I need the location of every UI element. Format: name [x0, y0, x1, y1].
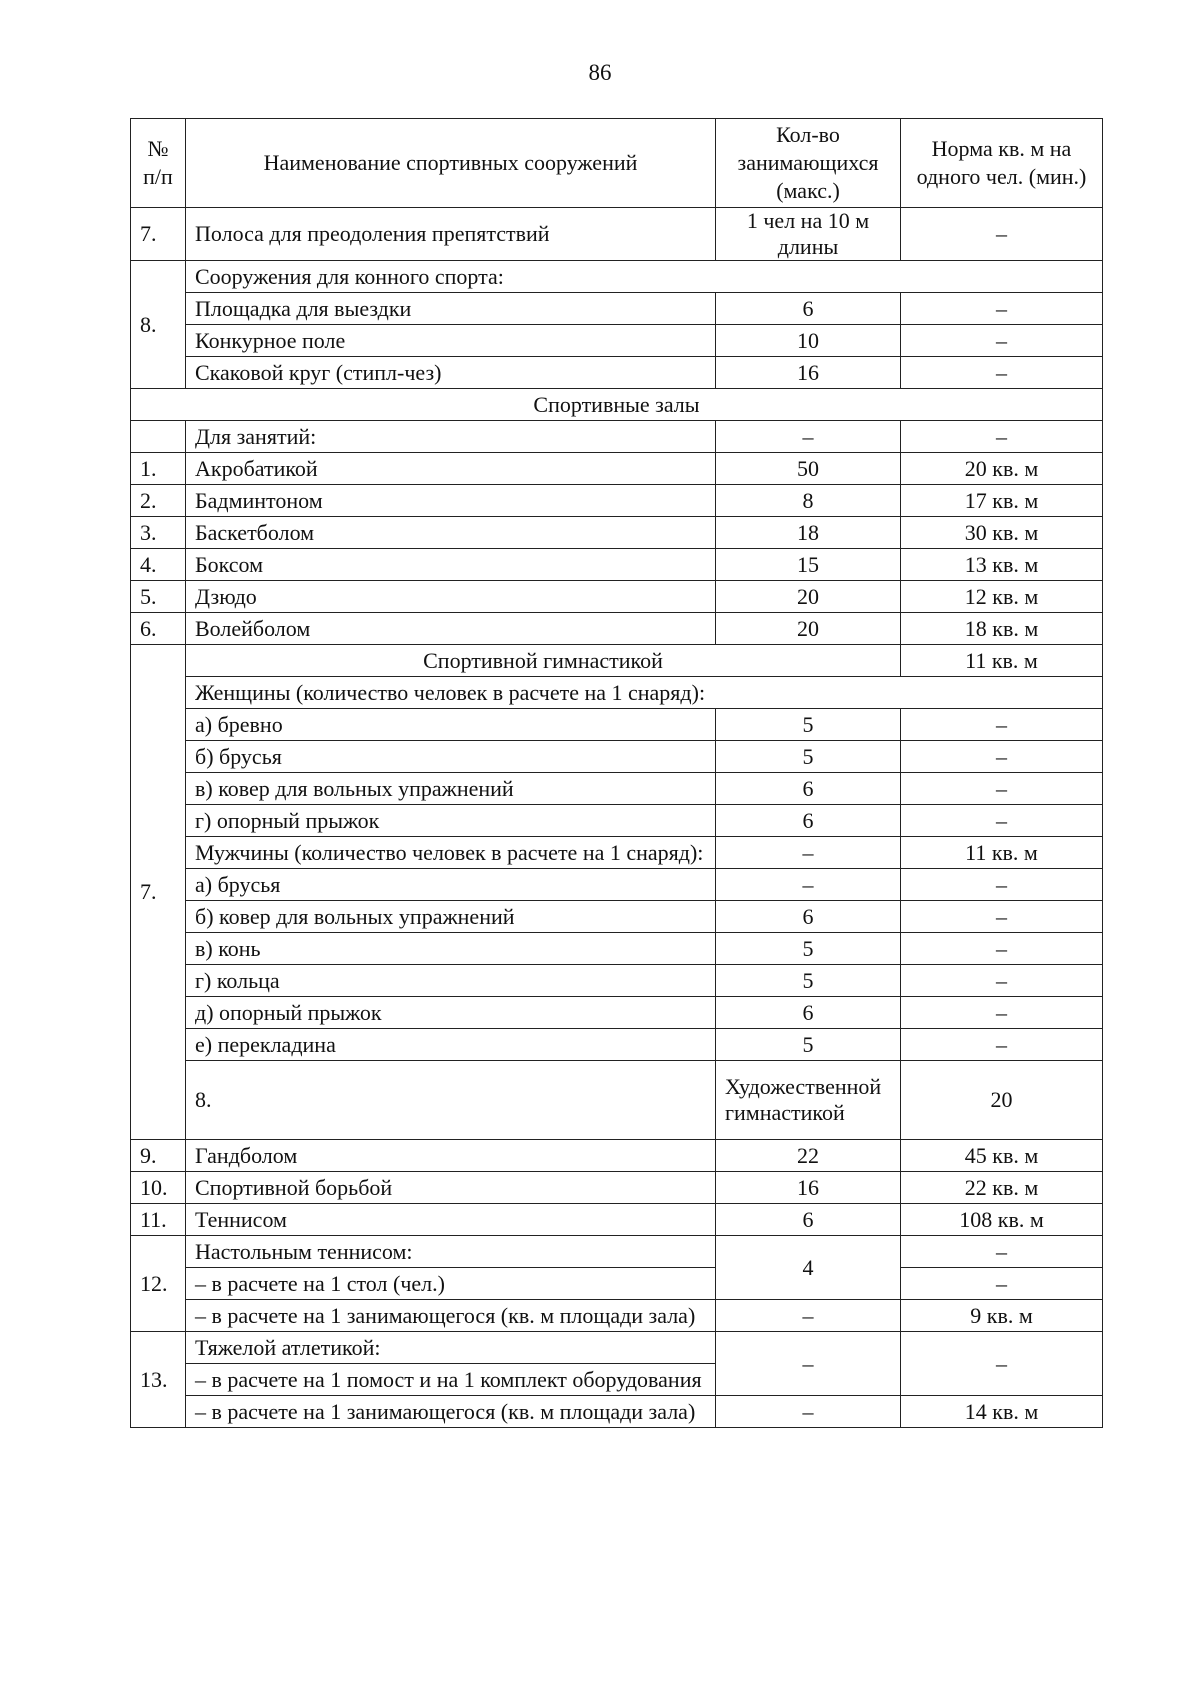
row-group-title: Настольным теннисом: — [186, 1236, 716, 1268]
row-count: 16 — [716, 357, 901, 389]
table-row — [131, 1061, 1103, 1140]
table-row — [131, 325, 1103, 357]
row-name: – в расчете на 1 помост и на 1 комплект оборудования — [186, 1364, 716, 1396]
row-group-title: Спортивной гимнастикой — [186, 645, 901, 677]
table-row — [131, 869, 1103, 901]
row-name: Для занятий: — [186, 421, 716, 453]
row-count: 8 — [716, 485, 901, 517]
row-name: б) брусья — [186, 741, 716, 773]
row-count: 20 — [716, 581, 901, 613]
row-name: г) кольца — [186, 965, 716, 997]
table-row — [131, 453, 1103, 485]
row-norm: – — [901, 325, 1103, 357]
row-name: д) опорный прыжок — [186, 997, 716, 1029]
row-norm: – — [901, 997, 1103, 1029]
table-row — [131, 613, 1103, 645]
row-name: в) ковер для вольных упражнений — [186, 773, 716, 805]
row-count: 6 — [716, 997, 901, 1029]
table-row — [131, 1300, 1103, 1332]
row-norm: 11 кв. м — [901, 645, 1103, 677]
row-num: 13. — [131, 1332, 186, 1428]
header-num: № п/п — [131, 119, 186, 208]
table-row — [131, 261, 1103, 293]
row-count: 20 — [901, 1061, 1103, 1140]
row-norm: 17 кв. м — [901, 485, 1103, 517]
row-name: Бадминтоном — [186, 485, 716, 517]
row-count: – — [716, 1396, 901, 1428]
row-count: 6 — [716, 805, 901, 837]
table-row — [131, 1332, 1103, 1364]
table-row — [131, 1268, 1103, 1300]
table-row — [131, 773, 1103, 805]
row-count: 1 чел на 10 м длины — [716, 208, 901, 261]
row-name: Гандболом — [186, 1140, 716, 1172]
row-group-title: Сооружения для конного спорта: — [186, 261, 1103, 293]
row-count: 20 — [716, 613, 901, 645]
row-name: Акробатикой — [186, 453, 716, 485]
row-name: Площадка для выездки — [186, 293, 716, 325]
table-row — [131, 1029, 1103, 1061]
table-row — [131, 965, 1103, 997]
row-count: – — [716, 837, 901, 869]
row-count: 15 — [716, 549, 901, 581]
row-num: 4. — [131, 549, 186, 581]
row-subgroup-title: Женщины (количество человек в расчете на 1 снаряд): — [186, 677, 1103, 709]
row-count: – — [716, 1332, 901, 1396]
row-count: 6 — [716, 773, 901, 805]
row-name: а) бревно — [186, 709, 716, 741]
row-norm: 14 кв. м — [901, 1396, 1103, 1428]
table-row — [131, 837, 1103, 869]
row-name: е) перекладина — [186, 1029, 716, 1061]
row-norm: – — [901, 933, 1103, 965]
row-norm: – — [901, 773, 1103, 805]
header-name: Наименование спортивных сооружений — [186, 119, 716, 208]
header-count: Кол-во занимающихся (макс.) — [716, 119, 901, 208]
row-norm: – — [901, 869, 1103, 901]
row-name: в) конь — [186, 933, 716, 965]
row-num: 8. — [131, 261, 186, 389]
table-row — [131, 805, 1103, 837]
row-norm: 11 кв. м — [901, 837, 1103, 869]
sports-facilities-table — [130, 118, 1103, 1428]
row-name: Баскетболом — [186, 517, 716, 549]
row-count: 5 — [716, 933, 901, 965]
table-row — [131, 1140, 1103, 1172]
row-norm: – — [901, 1029, 1103, 1061]
row-norm: – — [901, 741, 1103, 773]
table-row — [131, 208, 1103, 261]
row-num: 5. — [131, 581, 186, 613]
row-norm: 18 кв. м — [901, 613, 1103, 645]
row-count: 6 — [716, 1204, 901, 1236]
row-count: – — [716, 869, 901, 901]
row-norm: 9 кв. м — [901, 1300, 1103, 1332]
row-name: б) ковер для вольных упражнений — [186, 901, 716, 933]
row-count: 4 — [716, 1236, 901, 1300]
row-num: 9. — [131, 1140, 186, 1172]
table-row — [131, 549, 1103, 581]
table-header-row — [131, 119, 1103, 208]
row-norm: – — [901, 357, 1103, 389]
table-row — [131, 485, 1103, 517]
table-row — [131, 933, 1103, 965]
row-norm: 30 кв. м — [901, 517, 1103, 549]
row-name: Конкурное поле — [186, 325, 716, 357]
row-name: Боксом — [186, 549, 716, 581]
row-norm: 12 кв. м — [901, 581, 1103, 613]
row-norm: – — [901, 1332, 1103, 1396]
row-norm: – — [901, 805, 1103, 837]
table-row — [131, 1204, 1103, 1236]
row-norm: – — [901, 1268, 1103, 1300]
row-count: 5 — [716, 741, 901, 773]
row-norm: – — [901, 1236, 1103, 1268]
table-row — [131, 901, 1103, 933]
table-row — [131, 1236, 1103, 1268]
row-name: Теннисом — [186, 1204, 716, 1236]
row-name: Спортивной борьбой — [186, 1172, 716, 1204]
row-norm: 22 кв. м — [901, 1172, 1103, 1204]
row-name: Дзюдо — [186, 581, 716, 613]
row-group-title: Тяжелой атлетикой: — [186, 1332, 716, 1364]
row-norm: 108 кв. м — [901, 1204, 1103, 1236]
table-row — [131, 357, 1103, 389]
row-count: 16 — [716, 1172, 901, 1204]
header-norm: Норма кв. м на одного чел. (мин.) — [901, 119, 1103, 208]
row-num: 2. — [131, 485, 186, 517]
table-row — [131, 709, 1103, 741]
row-num: 3. — [131, 517, 186, 549]
row-name: – в расчете на 1 занимающегося (кв. м площади зала) — [186, 1300, 716, 1332]
row-name: – в расчете на 1 занимающегося (кв. м площади зала) — [186, 1396, 716, 1428]
row-count: 50 — [716, 453, 901, 485]
row-num: 7. — [131, 208, 186, 261]
row-name: а) брусья — [186, 869, 716, 901]
row-count: – — [716, 1300, 901, 1332]
row-name: Художественной гимнастикой — [716, 1061, 901, 1140]
row-norm: – — [901, 421, 1103, 453]
row-num: 12. — [131, 1236, 186, 1332]
row-count: – — [716, 421, 901, 453]
row-norm: 13 кв. м — [901, 549, 1103, 581]
table-row — [131, 517, 1103, 549]
row-count: 5 — [716, 709, 901, 741]
row-num: 8. — [186, 1061, 716, 1140]
table-row — [131, 421, 1103, 453]
row-count: 5 — [716, 965, 901, 997]
row-count: 5 — [716, 1029, 901, 1061]
row-norm: – — [901, 208, 1103, 261]
table-row — [131, 293, 1103, 325]
table-row — [131, 1396, 1103, 1428]
row-count: 18 — [716, 517, 901, 549]
table-row — [131, 677, 1103, 709]
row-norm: 45 кв. м — [901, 1140, 1103, 1172]
row-norm: 20 кв. м — [901, 453, 1103, 485]
row-num: 7. — [131, 645, 186, 1140]
table-row — [131, 741, 1103, 773]
row-norm: – — [901, 709, 1103, 741]
section-row — [131, 389, 1103, 421]
row-num: 6. — [131, 613, 186, 645]
table-row — [131, 581, 1103, 613]
row-count: 22 — [716, 1140, 901, 1172]
table-row — [131, 997, 1103, 1029]
row-subgroup-title: Мужчины (количество человек в расчете на 1 снаряд): — [186, 837, 716, 869]
row-num — [131, 421, 186, 453]
row-count: 6 — [716, 293, 901, 325]
row-name: – в расчете на 1 стол (чел.) — [186, 1268, 716, 1300]
row-count: 10 — [716, 325, 901, 357]
row-name: г) опорный прыжок — [186, 805, 716, 837]
row-name: Волейболом — [186, 613, 716, 645]
row-count: 6 — [716, 901, 901, 933]
section-title: Спортивные залы — [131, 389, 1103, 421]
row-num: 10. — [131, 1172, 186, 1204]
row-norm: – — [901, 293, 1103, 325]
table-row — [131, 645, 1103, 677]
row-norm: – — [901, 965, 1103, 997]
row-num: 11. — [131, 1204, 186, 1236]
row-num: 1. — [131, 453, 186, 485]
page-number: 86 — [588, 60, 612, 85]
table-row — [131, 1172, 1103, 1204]
row-name: Полоса для преодоления препятствий — [186, 208, 716, 261]
row-name: Скаковой круг (стипл-чез) — [186, 357, 716, 389]
row-norm: – — [901, 901, 1103, 933]
